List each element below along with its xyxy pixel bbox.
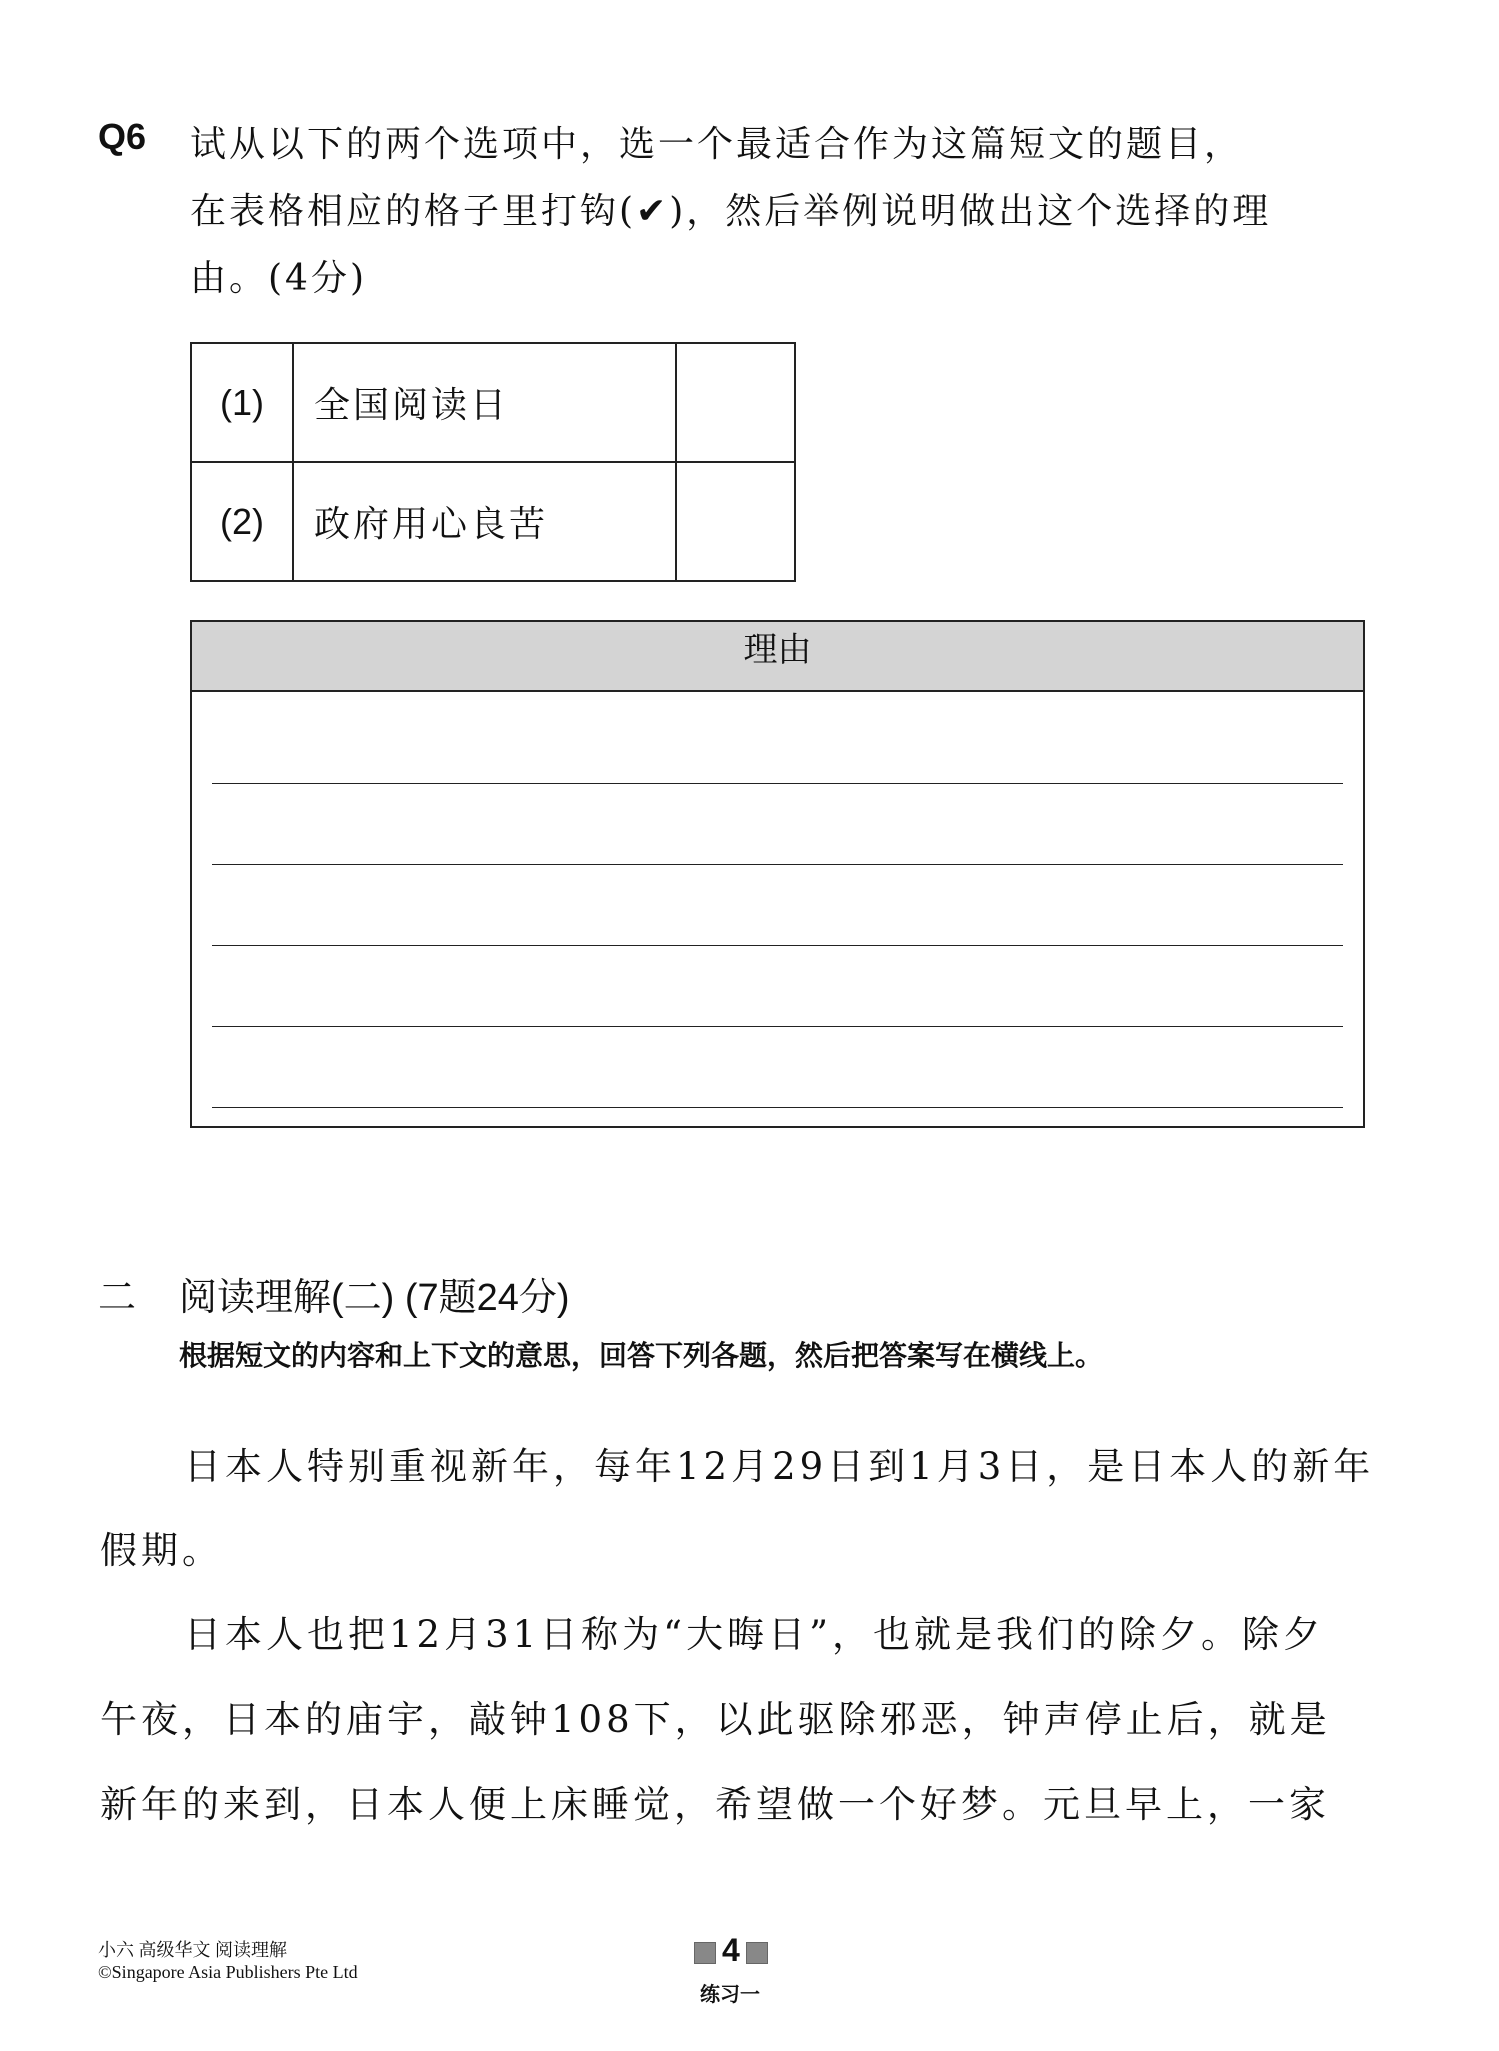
reason-header: 理由 [192,622,1363,692]
question-line: 试从以下的两个选项中，选一个最适合作为这篇短文的题目， [190,124,1244,165]
passage-line: 日本人特别重视新年，每年12月29日到1月3日，是日本人的新年 [184,1445,1375,1488]
option-row [191,462,795,581]
answer-line[interactable] [212,783,1343,784]
passage-line: 日本人也把12月31日称为“大晦日”，也就是我们的除夕。除夕 [184,1613,1324,1656]
answer-line[interactable] [212,1026,1343,1027]
option-checkbox[interactable] [676,462,795,581]
ornament-icon [694,1942,716,1964]
question-line: 在表格相应的格子里打钩(✔)，然后举例说明做出这个选择的理 [190,191,1272,232]
question-line: 由。(4分) [190,258,367,299]
answer-line[interactable] [212,1107,1343,1108]
section-title: 阅读理解(二) (7题24分) [179,1277,570,1319]
option-checkbox[interactable] [676,343,795,462]
section-instruction: 根据短文的内容和上下文的意思，回答下列各题，然后把答案写在横线上。 [179,1340,1104,1371]
options-table [190,342,796,582]
section-number: 二 [98,1277,137,1319]
passage-line: 午夜，日本的庙宇，敲钟108下，以此驱除邪恶，钟声停止后，就是 [100,1698,1331,1741]
footer-exercise: 练习一 [700,1984,760,2006]
option-row [191,343,795,462]
page-number: 4 [722,1932,740,1968]
option-number: (2) [191,462,293,581]
reason-box[interactable] [190,620,1365,1128]
option-text: 全国阅读日 [293,343,676,462]
answer-line[interactable] [212,864,1343,865]
answer-line[interactable] [212,945,1343,946]
option-text: 政府用心良苦 [293,462,676,581]
page-number-block [688,1932,774,1969]
passage-line: 假期。 [100,1529,223,1572]
footer-copyright: ©Singapore Asia Publishers Pte Ltd [98,1962,358,1982]
passage-line: 新年的来到，日本人便上床睡觉，希望做一个好梦。元旦早上，一家 [100,1783,1330,1826]
option-number: (1) [191,343,293,462]
question-number: Q6 [98,116,147,157]
ornament-icon [746,1942,768,1964]
footer-book-title: 小六 高级华文 阅读理解 [98,1940,287,1960]
